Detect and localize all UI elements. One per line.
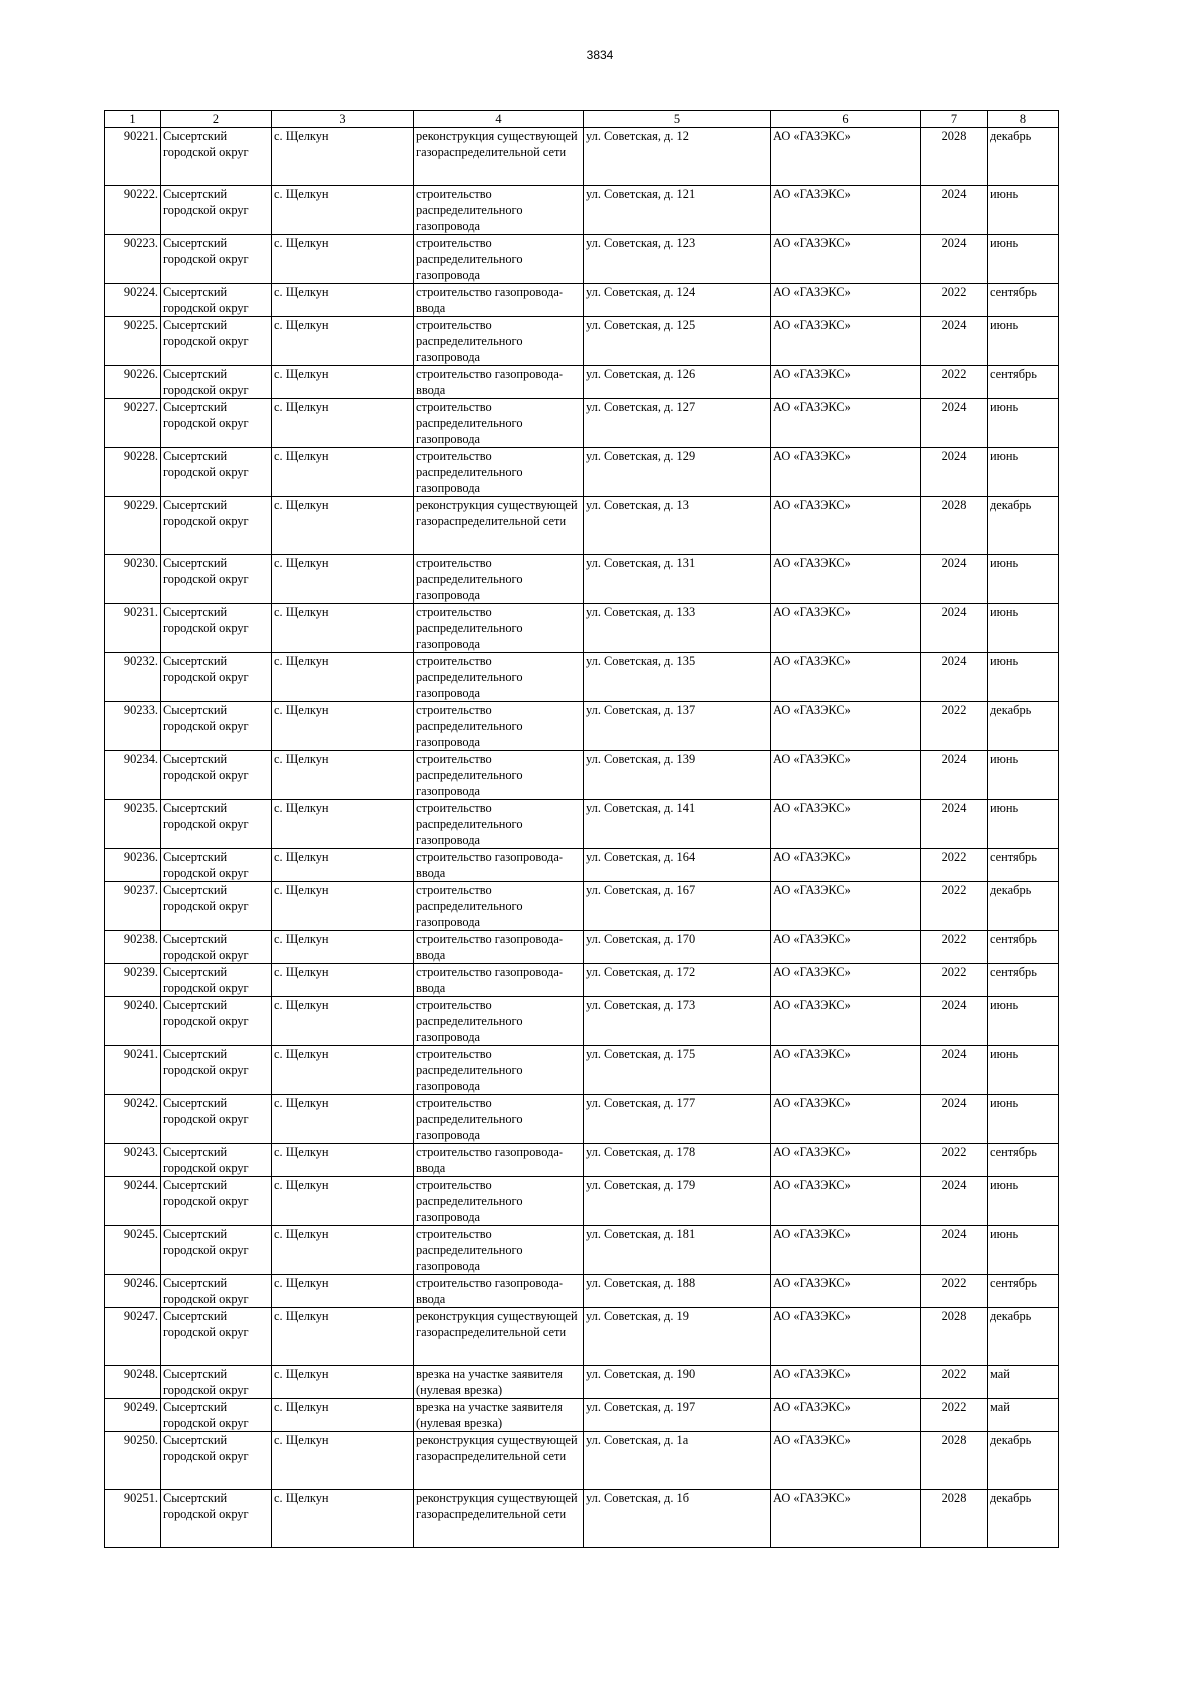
locality-cell: с. Щелкун (272, 284, 414, 317)
month-cell: июнь (988, 751, 1059, 800)
district-cell: Сысертский городской округ (161, 1308, 272, 1366)
work-type-cell: строительство распределительного газопровода (414, 317, 584, 366)
locality-cell: с. Щелкун (272, 849, 414, 882)
locality-cell: с. Щелкун (272, 1490, 414, 1548)
address-cell: ул. Советская, д. 167 (584, 882, 771, 931)
month-cell: июнь (988, 1095, 1059, 1144)
district-cell: Сысертский городской округ (161, 1226, 272, 1275)
work-type-cell: строительство распределительного газопровода (414, 882, 584, 931)
row-number: 90239. (105, 964, 161, 997)
organization-cell: АО «ГАЗЭКС» (771, 751, 921, 800)
address-cell: ул. Советская, д. 133 (584, 604, 771, 653)
row-number: 90249. (105, 1399, 161, 1432)
year-cell: 2022 (921, 1144, 988, 1177)
address-cell: ул. Советская, д. 12 (584, 128, 771, 186)
address-cell: ул. Советская, д. 190 (584, 1366, 771, 1399)
work-type-cell: строительство распределительного газопровода (414, 235, 584, 284)
district-cell: Сысертский городской округ (161, 186, 272, 235)
district-cell: Сысертский городской округ (161, 849, 272, 882)
year-cell: 2024 (921, 1177, 988, 1226)
work-type-cell: врезка на участке заявителя (нулевая врезка) (414, 1399, 584, 1432)
work-type-cell: строительство распределительного газопровода (414, 1095, 584, 1144)
address-cell: ул. Советская, д. 178 (584, 1144, 771, 1177)
address-cell: ул. Советская, д. 1а (584, 1432, 771, 1490)
district-cell: Сысертский городской округ (161, 555, 272, 604)
organization-cell: АО «ГАЗЭКС» (771, 964, 921, 997)
locality-cell: с. Щелкун (272, 882, 414, 931)
table-row (105, 1095, 1059, 1144)
table-row (105, 1046, 1059, 1095)
row-number: 90226. (105, 366, 161, 399)
table-row (105, 1366, 1059, 1399)
organization-cell: АО «ГАЗЭКС» (771, 604, 921, 653)
address-cell: ул. Советская, д. 172 (584, 964, 771, 997)
row-number: 90247. (105, 1308, 161, 1366)
month-cell: декабрь (988, 497, 1059, 555)
district-cell: Сысертский городской округ (161, 1490, 272, 1548)
table-row (105, 555, 1059, 604)
work-type-cell: строительство газопровода-ввода (414, 849, 584, 882)
row-number: 90222. (105, 186, 161, 235)
work-type-cell: строительство газопровода-ввода (414, 1275, 584, 1308)
row-number: 90227. (105, 399, 161, 448)
address-cell: ул. Советская, д. 135 (584, 653, 771, 702)
locality-cell: с. Щелкун (272, 1366, 414, 1399)
address-cell: ул. Советская, д. 127 (584, 399, 771, 448)
district-cell: Сысертский городской округ (161, 399, 272, 448)
row-number: 90250. (105, 1432, 161, 1490)
month-cell: декабрь (988, 702, 1059, 751)
organization-cell: АО «ГАЗЭКС» (771, 800, 921, 849)
district-cell: Сысертский городской округ (161, 1399, 272, 1432)
address-cell: ул. Советская, д. 121 (584, 186, 771, 235)
year-cell: 2024 (921, 751, 988, 800)
table-row (105, 1226, 1059, 1275)
month-cell: май (988, 1366, 1059, 1399)
row-number: 90231. (105, 604, 161, 653)
district-cell: Сысертский городской округ (161, 128, 272, 186)
table-row (105, 1490, 1059, 1548)
work-type-cell: строительство газопровода-ввода (414, 366, 584, 399)
address-cell: ул. Советская, д. 124 (584, 284, 771, 317)
row-number: 90241. (105, 1046, 161, 1095)
organization-cell: АО «ГАЗЭКС» (771, 1095, 921, 1144)
organization-cell: АО «ГАЗЭКС» (771, 128, 921, 186)
locality-cell: с. Щелкун (272, 128, 414, 186)
year-cell: 2024 (921, 653, 988, 702)
district-cell: Сысертский городской округ (161, 497, 272, 555)
address-cell: ул. Советская, д. 188 (584, 1275, 771, 1308)
year-cell: 2024 (921, 317, 988, 366)
row-number: 90237. (105, 882, 161, 931)
row-number: 90235. (105, 800, 161, 849)
row-number: 90236. (105, 849, 161, 882)
year-cell: 2028 (921, 1308, 988, 1366)
organization-cell: АО «ГАЗЭКС» (771, 497, 921, 555)
month-cell: декабрь (988, 128, 1059, 186)
locality-cell: с. Щелкун (272, 555, 414, 604)
month-cell: сентябрь (988, 964, 1059, 997)
locality-cell: с. Щелкун (272, 366, 414, 399)
locality-cell: с. Щелкун (272, 317, 414, 366)
address-cell: ул. Советская, д. 197 (584, 1399, 771, 1432)
table-row (105, 186, 1059, 235)
locality-cell: с. Щелкун (272, 1226, 414, 1275)
year-cell: 2024 (921, 399, 988, 448)
locality-cell: с. Щелкун (272, 235, 414, 284)
district-cell: Сысертский городской округ (161, 1095, 272, 1144)
organization-cell: АО «ГАЗЭКС» (771, 931, 921, 964)
organization-cell: АО «ГАЗЭКС» (771, 284, 921, 317)
month-cell: сентябрь (988, 284, 1059, 317)
month-cell: сентябрь (988, 849, 1059, 882)
year-cell: 2022 (921, 366, 988, 399)
month-cell: июнь (988, 800, 1059, 849)
year-cell: 2024 (921, 186, 988, 235)
district-cell: Сысертский городской округ (161, 317, 272, 366)
year-cell: 2028 (921, 497, 988, 555)
table-row (105, 1308, 1059, 1366)
locality-cell: с. Щелкун (272, 186, 414, 235)
month-cell: декабрь (988, 882, 1059, 931)
table-row (105, 284, 1059, 317)
table-row (105, 1432, 1059, 1490)
work-type-cell: строительство распределительного газопровода (414, 800, 584, 849)
year-cell: 2024 (921, 555, 988, 604)
address-cell: ул. Советская, д. 123 (584, 235, 771, 284)
month-cell: июнь (988, 997, 1059, 1046)
locality-cell: с. Щелкун (272, 604, 414, 653)
locality-cell: с. Щелкун (272, 497, 414, 555)
district-cell: Сысертский городской округ (161, 604, 272, 653)
address-cell: ул. Советская, д. 137 (584, 702, 771, 751)
address-cell: ул. Советская, д. 126 (584, 366, 771, 399)
locality-cell: с. Щелкун (272, 399, 414, 448)
month-cell: сентябрь (988, 1144, 1059, 1177)
row-number: 90244. (105, 1177, 161, 1226)
work-type-cell: строительство газопровода-ввода (414, 931, 584, 964)
work-type-cell: реконструкция существующей газораспределительной сети (414, 1432, 584, 1490)
district-cell: Сысертский городской округ (161, 1144, 272, 1177)
organization-cell: АО «ГАЗЭКС» (771, 448, 921, 497)
locality-cell: с. Щелкун (272, 1308, 414, 1366)
district-cell: Сысертский городской округ (161, 931, 272, 964)
table-row (105, 964, 1059, 997)
month-cell: июнь (988, 448, 1059, 497)
work-type-cell: строительство распределительного газопровода (414, 751, 584, 800)
table-row (105, 931, 1059, 964)
district-cell: Сысертский городской округ (161, 1046, 272, 1095)
district-cell: Сысертский городской округ (161, 1275, 272, 1308)
month-cell: декабрь (988, 1490, 1059, 1548)
month-cell: сентябрь (988, 931, 1059, 964)
row-number: 90242. (105, 1095, 161, 1144)
work-type-cell: строительство распределительного газопровода (414, 1046, 584, 1095)
locality-cell: с. Щелкун (272, 448, 414, 497)
row-number: 90245. (105, 1226, 161, 1275)
month-cell: сентябрь (988, 1275, 1059, 1308)
year-cell: 2024 (921, 1046, 988, 1095)
organization-cell: АО «ГАЗЭКС» (771, 997, 921, 1046)
row-number: 90238. (105, 931, 161, 964)
year-cell: 2024 (921, 604, 988, 653)
page-number: 3834 (586, 48, 614, 62)
table-row (105, 317, 1059, 366)
table-row (105, 751, 1059, 800)
organization-cell: АО «ГАЗЭКС» (771, 1490, 921, 1548)
work-type-cell: врезка на участке заявителя (нулевая врезка) (414, 1366, 584, 1399)
year-cell: 2024 (921, 1226, 988, 1275)
table-row (105, 653, 1059, 702)
district-cell: Сысертский городской округ (161, 751, 272, 800)
table-row (105, 882, 1059, 931)
month-cell: июнь (988, 235, 1059, 284)
month-cell: июнь (988, 317, 1059, 366)
table-row (105, 997, 1059, 1046)
work-type-cell: строительство газопровода-ввода (414, 964, 584, 997)
district-cell: Сысертский городской округ (161, 1177, 272, 1226)
locality-cell: с. Щелкун (272, 1275, 414, 1308)
month-cell: декабрь (988, 1432, 1059, 1490)
organization-cell: АО «ГАЗЭКС» (771, 653, 921, 702)
month-cell: декабрь (988, 1308, 1059, 1366)
district-cell: Сысертский городской округ (161, 448, 272, 497)
row-number: 90234. (105, 751, 161, 800)
work-type-cell: строительство газопровода-ввода (414, 1144, 584, 1177)
month-cell: июнь (988, 399, 1059, 448)
column-number-row (105, 111, 1059, 128)
row-number: 90233. (105, 702, 161, 751)
organization-cell: АО «ГАЗЭКС» (771, 366, 921, 399)
district-cell: Сысертский городской округ (161, 1432, 272, 1490)
table-row (105, 1399, 1059, 1432)
row-number: 90251. (105, 1490, 161, 1548)
address-cell: ул. Советская, д. 19 (584, 1308, 771, 1366)
table-row (105, 1275, 1059, 1308)
organization-cell: АО «ГАЗЭКС» (771, 186, 921, 235)
table-row (105, 604, 1059, 653)
district-cell: Сысертский городской округ (161, 882, 272, 931)
work-type-cell: реконструкция существующей газораспределительной сети (414, 128, 584, 186)
work-type-cell: строительство распределительного газопровода (414, 604, 584, 653)
table-row (105, 849, 1059, 882)
district-cell: Сысертский городской округ (161, 997, 272, 1046)
address-cell: ул. Советская, д. 131 (584, 555, 771, 604)
organization-cell: АО «ГАЗЭКС» (771, 1432, 921, 1490)
year-cell: 2024 (921, 1095, 988, 1144)
district-cell: Сысертский городской округ (161, 366, 272, 399)
address-cell: ул. Советская, д. 125 (584, 317, 771, 366)
month-cell: июнь (988, 1226, 1059, 1275)
month-cell: июнь (988, 653, 1059, 702)
row-number: 90230. (105, 555, 161, 604)
address-cell: ул. Советская, д. 179 (584, 1177, 771, 1226)
work-type-cell: реконструкция существующей газораспределительной сети (414, 497, 584, 555)
month-cell: май (988, 1399, 1059, 1432)
address-cell: ул. Советская, д. 170 (584, 931, 771, 964)
year-cell: 2022 (921, 931, 988, 964)
year-cell: 2022 (921, 1366, 988, 1399)
locality-cell: с. Щелкун (272, 1095, 414, 1144)
work-type-cell: строительство распределительного газопровода (414, 448, 584, 497)
district-cell: Сысертский городской округ (161, 1366, 272, 1399)
row-number: 90246. (105, 1275, 161, 1308)
table-row (105, 800, 1059, 849)
work-type-cell: строительство распределительного газопровода (414, 997, 584, 1046)
row-number: 90224. (105, 284, 161, 317)
organization-cell: АО «ГАЗЭКС» (771, 1177, 921, 1226)
work-type-cell: строительство распределительного газопровода (414, 186, 584, 235)
district-cell: Сысертский городской округ (161, 653, 272, 702)
column-header: 5 (584, 111, 771, 128)
district-cell: Сысертский городской округ (161, 702, 272, 751)
organization-cell: АО «ГАЗЭКС» (771, 399, 921, 448)
work-type-cell: строительство распределительного газопровода (414, 399, 584, 448)
locality-cell: с. Щелкун (272, 800, 414, 849)
organization-cell: АО «ГАЗЭКС» (771, 1399, 921, 1432)
year-cell: 2028 (921, 1490, 988, 1548)
organization-cell: АО «ГАЗЭКС» (771, 317, 921, 366)
locality-cell: с. Щелкун (272, 653, 414, 702)
month-cell: июнь (988, 604, 1059, 653)
address-cell: ул. Советская, д. 139 (584, 751, 771, 800)
organization-cell: АО «ГАЗЭКС» (771, 1275, 921, 1308)
organization-cell: АО «ГАЗЭКС» (771, 1144, 921, 1177)
table-row (105, 366, 1059, 399)
work-type-cell: строительство распределительного газопровода (414, 555, 584, 604)
year-cell: 2022 (921, 849, 988, 882)
column-header: 6 (771, 111, 921, 128)
work-type-cell: строительство распределительного газопровода (414, 653, 584, 702)
month-cell: июнь (988, 1177, 1059, 1226)
month-cell: июнь (988, 186, 1059, 235)
month-cell: июнь (988, 1046, 1059, 1095)
work-type-cell: строительство распределительного газопровода (414, 1177, 584, 1226)
organization-cell: АО «ГАЗЭКС» (771, 1226, 921, 1275)
month-cell: июнь (988, 555, 1059, 604)
organization-cell: АО «ГАЗЭКС» (771, 702, 921, 751)
locality-cell: с. Щелкун (272, 1177, 414, 1226)
year-cell: 2028 (921, 1432, 988, 1490)
year-cell: 2022 (921, 964, 988, 997)
table-row (105, 235, 1059, 284)
year-cell: 2022 (921, 882, 988, 931)
column-header: 1 (105, 111, 161, 128)
address-cell: ул. Советская, д. 1б (584, 1490, 771, 1548)
work-type-cell: строительство распределительного газопровода (414, 702, 584, 751)
locality-cell: с. Щелкун (272, 997, 414, 1046)
year-cell: 2024 (921, 448, 988, 497)
district-cell: Сысертский городской округ (161, 800, 272, 849)
locality-cell: с. Щелкун (272, 931, 414, 964)
row-number: 90228. (105, 448, 161, 497)
column-header: 2 (161, 111, 272, 128)
work-type-cell: реконструкция существующей газораспределительной сети (414, 1308, 584, 1366)
year-cell: 2022 (921, 1399, 988, 1432)
address-cell: ул. Советская, д. 141 (584, 800, 771, 849)
column-header: 7 (921, 111, 988, 128)
locality-cell: с. Щелкун (272, 751, 414, 800)
table-row (105, 702, 1059, 751)
locality-cell: с. Щелкун (272, 1144, 414, 1177)
address-cell: ул. Советская, д. 164 (584, 849, 771, 882)
locality-cell: с. Щелкун (272, 1432, 414, 1490)
organization-cell: АО «ГАЗЭКС» (771, 555, 921, 604)
year-cell: 2022 (921, 1275, 988, 1308)
year-cell: 2022 (921, 702, 988, 751)
row-number: 90229. (105, 497, 161, 555)
gasification-table (104, 110, 1059, 1548)
work-type-cell: строительство газопровода-ввода (414, 284, 584, 317)
organization-cell: АО «ГАЗЭКС» (771, 235, 921, 284)
column-header: 3 (272, 111, 414, 128)
address-cell: ул. Советская, д. 129 (584, 448, 771, 497)
work-type-cell: реконструкция существующей газораспределительной сети (414, 1490, 584, 1548)
row-number: 90223. (105, 235, 161, 284)
year-cell: 2022 (921, 284, 988, 317)
district-cell: Сысертский городской округ (161, 235, 272, 284)
row-number: 90221. (105, 128, 161, 186)
address-cell: ул. Советская, д. 181 (584, 1226, 771, 1275)
locality-cell: с. Щелкун (272, 964, 414, 997)
column-header: 8 (988, 111, 1059, 128)
year-cell: 2024 (921, 997, 988, 1046)
row-number: 90240. (105, 997, 161, 1046)
table-row (105, 448, 1059, 497)
table-row (105, 128, 1059, 186)
year-cell: 2024 (921, 800, 988, 849)
organization-cell: АО «ГАЗЭКС» (771, 1308, 921, 1366)
organization-cell: АО «ГАЗЭКС» (771, 1046, 921, 1095)
address-cell: ул. Советская, д. 177 (584, 1095, 771, 1144)
work-type-cell: строительство распределительного газопровода (414, 1226, 584, 1275)
locality-cell: с. Щелкун (272, 1399, 414, 1432)
address-cell: ул. Советская, д. 173 (584, 997, 771, 1046)
row-number: 90225. (105, 317, 161, 366)
table-row (105, 497, 1059, 555)
organization-cell: АО «ГАЗЭКС» (771, 1366, 921, 1399)
month-cell: сентябрь (988, 366, 1059, 399)
year-cell: 2028 (921, 128, 988, 186)
address-cell: ул. Советская, д. 175 (584, 1046, 771, 1095)
organization-cell: АО «ГАЗЭКС» (771, 882, 921, 931)
locality-cell: с. Щелкун (272, 1046, 414, 1095)
table-row (105, 1144, 1059, 1177)
row-number: 90243. (105, 1144, 161, 1177)
row-number: 90232. (105, 653, 161, 702)
address-cell: ул. Советская, д. 13 (584, 497, 771, 555)
column-header: 4 (414, 111, 584, 128)
row-number: 90248. (105, 1366, 161, 1399)
table-row (105, 399, 1059, 448)
year-cell: 2024 (921, 235, 988, 284)
organization-cell: АО «ГАЗЭКС» (771, 849, 921, 882)
table-row (105, 1177, 1059, 1226)
locality-cell: с. Щелкун (272, 702, 414, 751)
district-cell: Сысертский городской округ (161, 284, 272, 317)
district-cell: Сысертский городской округ (161, 964, 272, 997)
